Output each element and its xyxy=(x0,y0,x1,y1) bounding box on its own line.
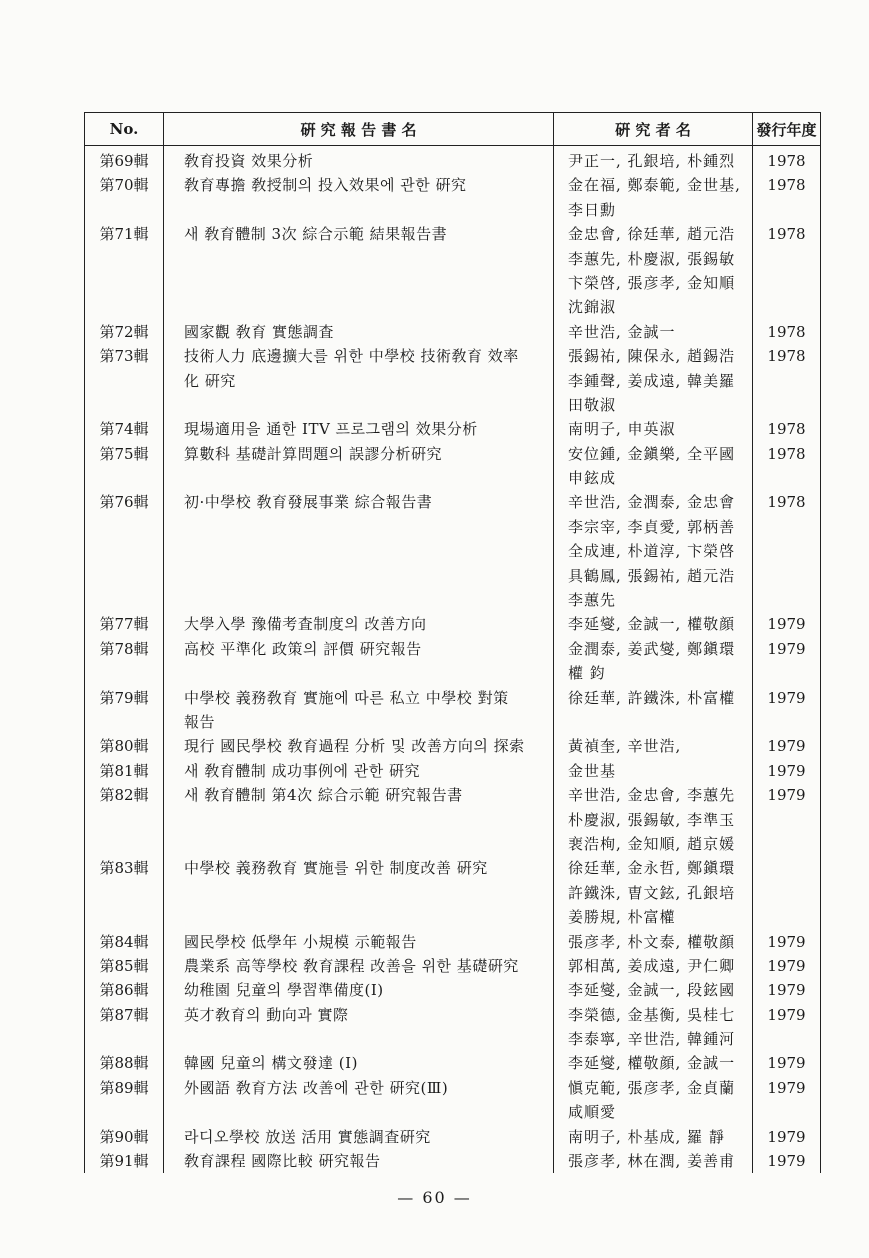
report-title-line: 敎育專擔 敎授制의 投入效果에 관한 硏究 xyxy=(184,176,467,195)
researchers-line: 李延燮, 金誠一, 權敬顔 xyxy=(568,615,736,634)
researchers-line: 裵浩栒, 金知順, 趙京媛 xyxy=(568,834,736,853)
publication-year-cell xyxy=(753,146,821,174)
publication-year: 1979 xyxy=(767,615,806,634)
report-title-line: 技術人力 底邊擴大를 위한 中學校 技術敎育 效率 xyxy=(184,347,519,366)
report-title-cell xyxy=(164,686,554,735)
publication-year-cell xyxy=(753,612,821,636)
researchers-line: 黃禎奎, 辛世浩, xyxy=(568,737,682,756)
researchers-cell xyxy=(554,1076,753,1125)
publication-year: 1979 xyxy=(767,761,806,780)
table-row xyxy=(85,1125,821,1149)
report-title-cell xyxy=(164,930,554,954)
researchers-cell xyxy=(554,612,753,636)
report-number: 第86輯 xyxy=(99,981,149,1000)
researchers-line: 李蕙先 xyxy=(568,591,617,610)
table-row xyxy=(85,146,821,174)
publication-year-cell xyxy=(753,930,821,954)
report-number: 第78輯 xyxy=(99,639,149,658)
report-number-cell xyxy=(85,783,164,856)
researchers-cell xyxy=(554,1051,753,1075)
researchers-cell xyxy=(554,930,753,954)
report-number: 第71輯 xyxy=(99,225,149,244)
researchers-line: 李日勳 xyxy=(568,200,617,219)
report-title-line: 幼稚園 兒童의 學習準備度(Ⅰ) xyxy=(184,981,384,1000)
report-number: 第69輯 xyxy=(99,152,149,170)
report-number-cell xyxy=(85,686,164,735)
publication-year-cell xyxy=(753,442,821,491)
report-title-line: 現行 國民學校 敎育過程 分析 및 改善方向의 探索 xyxy=(184,737,525,756)
report-title-cell xyxy=(164,1149,554,1173)
table-row xyxy=(85,856,821,929)
table-row xyxy=(85,637,821,686)
publication-year-cell xyxy=(753,759,821,783)
report-number: 第75輯 xyxy=(99,444,149,463)
table-row xyxy=(85,783,821,856)
report-title-cell xyxy=(164,954,554,978)
publication-year-cell xyxy=(753,173,821,222)
report-title-line: 化 硏究 xyxy=(184,371,236,390)
publication-year: 1979 xyxy=(767,981,806,1000)
researchers-cell xyxy=(554,954,753,978)
report-title-cell xyxy=(164,1125,554,1149)
report-number: 第89輯 xyxy=(99,1078,149,1097)
researchers-line: 申鉉成 xyxy=(568,469,617,488)
researchers-line: 愼克範, 張彦孝, 金貞蘭 xyxy=(568,1078,736,1097)
report-title-line: 國家觀 敎育 實態調査 xyxy=(184,322,335,341)
researchers-line: 南明子, 朴基成, 羅 靜 xyxy=(568,1127,725,1146)
report-title-line: 現場適用을 通한 ITV 프로그램의 效果分析 xyxy=(184,420,478,439)
researchers-line: 李蕙先, 朴慶淑, 張錫敏 xyxy=(568,249,736,268)
report-title-line: 라디오學校 放送 活用 實態調査硏究 xyxy=(184,1127,431,1146)
report-number: 第72輯 xyxy=(99,322,149,341)
publication-year: 1979 xyxy=(767,786,806,805)
page-number: — 60 — xyxy=(397,1188,472,1207)
researchers-line: 朴慶淑, 張錫敏, 李準玉 xyxy=(568,810,736,829)
researchers-line: 許鐵洙, 曺文鉉, 孔銀培 xyxy=(568,883,736,902)
publication-year-cell xyxy=(753,320,821,344)
header-no: No. xyxy=(85,113,164,146)
publication-year: 1978 xyxy=(767,493,806,512)
publication-year: 1978 xyxy=(767,420,806,439)
report-number-cell xyxy=(85,978,164,1002)
researchers-line: 安位鍾, 金鎭樂, 全平國 xyxy=(568,444,736,463)
table-row xyxy=(85,612,821,636)
table-row xyxy=(85,734,821,758)
table-row xyxy=(85,222,821,320)
table-row xyxy=(85,442,821,491)
report-number: 第77輯 xyxy=(99,615,149,634)
researchers-line: 李鍾聲, 姜成遠, 韓美羅 xyxy=(568,371,736,390)
publication-year-cell xyxy=(753,1051,821,1075)
publication-year: 1978 xyxy=(767,152,806,170)
report-title-line: 國民學校 低學年 小規模 示範報告 xyxy=(184,932,417,951)
table-row xyxy=(85,320,821,344)
researchers-line: 郭相萬, 姜成遠, 尹仁卿 xyxy=(568,956,736,975)
table-row xyxy=(85,978,821,1002)
publication-year: 1978 xyxy=(767,347,806,366)
header-report-title: 硏 究 報 告 書 名 xyxy=(164,113,554,146)
publication-year-cell xyxy=(753,490,821,612)
report-title-cell xyxy=(164,222,554,320)
report-number: 第82輯 xyxy=(99,786,149,805)
report-number-cell xyxy=(85,417,164,441)
report-number-cell xyxy=(85,442,164,491)
publication-year-cell xyxy=(753,1125,821,1149)
report-title-cell xyxy=(164,612,554,636)
publication-year-cell xyxy=(753,734,821,758)
report-number-cell xyxy=(85,1076,164,1125)
report-number-cell xyxy=(85,759,164,783)
researchers-line: 具鶴鳳, 張錫祐, 趙元浩 xyxy=(568,566,736,585)
report-number-cell xyxy=(85,490,164,612)
report-title-cell xyxy=(164,856,554,929)
researchers-line: 咸順愛 xyxy=(568,1103,617,1122)
report-title-cell xyxy=(164,783,554,856)
report-number: 第90輯 xyxy=(99,1127,149,1146)
report-number: 第91輯 xyxy=(99,1152,149,1171)
table-row xyxy=(85,417,821,441)
report-number-cell xyxy=(85,344,164,417)
table-row xyxy=(85,686,821,735)
publication-year-cell xyxy=(753,637,821,686)
table-row xyxy=(85,173,821,222)
report-title-line: 農業系 高等學校 敎育課程 改善을 위한 基礎硏究 xyxy=(184,956,519,975)
publication-year: 1978 xyxy=(767,322,806,341)
researchers-line: 辛世浩, 金潤泰, 金忠會 xyxy=(568,493,736,512)
researchers-line: 金忠會, 徐廷華, 趙元浩 xyxy=(568,225,736,244)
table-row xyxy=(85,490,821,612)
researchers-line: 李宗宰, 李貞愛, 郭柄善 xyxy=(568,517,736,536)
researchers-cell xyxy=(554,173,753,222)
researchers-line: 金在福, 鄭泰範, 金世基, xyxy=(568,176,741,195)
header-publication-year: 發行年度 xyxy=(753,113,821,146)
publication-year: 1979 xyxy=(767,1078,806,1097)
researchers-line: 張彦孝, 林在潤, 姜善甫 xyxy=(568,1152,736,1171)
publication-year: 1979 xyxy=(767,1152,806,1171)
report-number-cell xyxy=(85,1125,164,1149)
report-title-cell xyxy=(164,146,554,174)
publication-year: 1979 xyxy=(767,1054,806,1073)
publication-year-cell xyxy=(753,222,821,320)
researchers-cell xyxy=(554,222,753,320)
researchers-line: 田敬淑 xyxy=(568,395,617,414)
researchers-line: 辛世浩, 金忠會, 李蕙先 xyxy=(568,786,736,805)
report-title-cell xyxy=(164,1076,554,1125)
publication-year-cell xyxy=(753,1076,821,1125)
report-number-cell xyxy=(85,173,164,222)
report-number-cell xyxy=(85,1051,164,1075)
researchers-line: 金潤泰, 姜武燮, 鄭鎭環 xyxy=(568,639,736,658)
researchers-cell xyxy=(554,686,753,735)
report-title-line: 大學入學 豫備考査制度의 改善方向 xyxy=(184,615,427,634)
researchers-cell xyxy=(554,759,753,783)
table-row xyxy=(85,344,821,417)
publication-year xyxy=(753,856,820,880)
report-number-cell xyxy=(85,856,164,929)
report-number: 第73輯 xyxy=(99,347,149,366)
report-number-cell xyxy=(85,612,164,636)
report-number: 第81輯 xyxy=(99,761,149,780)
report-title-line: 初·中學校 敎育發展事業 綜合報告書 xyxy=(184,493,433,512)
researchers-line: 尹正一, 孔銀培, 朴鍾烈 xyxy=(568,152,736,170)
report-number: 第85輯 xyxy=(99,956,149,975)
table-row xyxy=(85,954,821,978)
report-number: 第74輯 xyxy=(99,420,149,439)
report-number: 第84輯 xyxy=(99,932,149,951)
report-title-cell xyxy=(164,978,554,1002)
publication-year-cell xyxy=(753,417,821,441)
report-number-cell xyxy=(85,320,164,344)
report-title-cell xyxy=(164,417,554,441)
researchers-cell xyxy=(554,1125,753,1149)
researchers-cell xyxy=(554,344,753,417)
report-number-cell xyxy=(85,1149,164,1173)
report-title-line: 韓國 兒童의 構文發達 (Ⅰ) xyxy=(184,1054,358,1073)
researchers-line: 李泰寧, 辛世浩, 韓鍾河 xyxy=(568,1030,736,1049)
publication-year: 1979 xyxy=(767,1005,806,1024)
report-title-line: 高校 平準化 政策의 評價 硏究報告 xyxy=(184,639,422,658)
researchers-cell xyxy=(554,146,753,174)
table-row xyxy=(85,1051,821,1075)
researchers-cell xyxy=(554,1003,753,1052)
report-number: 第76輯 xyxy=(99,493,149,512)
researchers-line: 張錫祐, 陳保永, 趙錫浩 xyxy=(568,347,736,366)
report-title-cell xyxy=(164,1003,554,1052)
report-title-cell xyxy=(164,734,554,758)
report-title-cell xyxy=(164,759,554,783)
publication-year-cell xyxy=(753,954,821,978)
report-title-cell xyxy=(164,490,554,612)
researchers-line: 全成連, 朴道淳, 卞榮啓 xyxy=(568,542,736,561)
publication-year-cell xyxy=(753,1003,821,1052)
report-title-line: 報告 xyxy=(184,712,216,731)
publication-year-cell xyxy=(753,686,821,735)
publication-year-cell xyxy=(753,344,821,417)
report-number-cell xyxy=(85,222,164,320)
publication-year: 1979 xyxy=(767,932,806,951)
report-number-cell xyxy=(85,146,164,174)
researchers-line: 張彦孝, 朴文泰, 權敬顔 xyxy=(568,932,736,951)
report-title-line: 새 敎育體制 成功事例에 관한 硏究 xyxy=(184,761,421,780)
publication-year: 1978 xyxy=(767,225,806,244)
researchers-cell xyxy=(554,637,753,686)
header-researchers: 硏 究 者 名 xyxy=(554,113,753,146)
table-row xyxy=(85,1076,821,1125)
researchers-cell xyxy=(554,442,753,491)
publication-year-cell xyxy=(753,978,821,1002)
report-title-cell xyxy=(164,1051,554,1075)
table-row xyxy=(85,1149,821,1173)
report-title-line: 새 敎育體制 第4次 綜合示範 硏究報告書 xyxy=(184,786,463,805)
publication-year: 1979 xyxy=(767,737,806,756)
publication-year: 1979 xyxy=(767,956,806,975)
report-number-cell xyxy=(85,930,164,954)
report-number: 第87輯 xyxy=(99,1005,149,1024)
publication-year-cell xyxy=(753,856,821,929)
researchers-cell xyxy=(554,1149,753,1173)
researchers-cell xyxy=(554,734,753,758)
researchers-line: 李榮德, 金基衡, 吳桂七 xyxy=(568,1005,736,1024)
report-title-cell xyxy=(164,344,554,417)
report-number-cell xyxy=(85,637,164,686)
publication-year: 1978 xyxy=(767,444,806,463)
report-title-cell xyxy=(164,320,554,344)
report-number-cell xyxy=(85,1003,164,1052)
publication-year: 1979 xyxy=(767,688,806,707)
table-header xyxy=(85,113,821,146)
researchers-line: 南明子, 申英淑 xyxy=(568,420,676,439)
report-title-cell xyxy=(164,442,554,491)
researchers-cell xyxy=(554,783,753,856)
report-title-line: 敎育課程 國際比較 硏究報告 xyxy=(184,1152,381,1171)
report-title-line: 英才敎育의 動向과 實際 xyxy=(184,1005,349,1024)
researchers-line: 徐廷華, 金永哲, 鄭鎭環 xyxy=(568,859,736,878)
report-number: 第83輯 xyxy=(99,859,149,878)
report-title-line: 敎育投資 效果分析 xyxy=(184,152,314,170)
report-title-line: 中學校 義務敎育 實施에 따른 私立 中學校 對策 xyxy=(184,688,509,707)
header-row xyxy=(85,113,821,146)
researchers-line: 沈錦淑 xyxy=(568,298,617,317)
report-title-cell xyxy=(164,173,554,222)
researchers-cell xyxy=(554,417,753,441)
researchers-line: 金世基 xyxy=(568,761,617,780)
report-number: 第88輯 xyxy=(99,1054,149,1073)
publication-year-cell xyxy=(753,783,821,856)
report-title-line: 算數科 基礎計算問題의 誤謬分析硏究 xyxy=(184,444,443,463)
researchers-line: 辛世浩, 金誠一 xyxy=(568,322,676,341)
researchers-cell xyxy=(554,856,753,929)
report-title-line: 中學校 義務敎育 實施를 위한 制度改善 硏究 xyxy=(184,859,488,878)
report-number: 第79輯 xyxy=(99,688,149,707)
report-number: 第70輯 xyxy=(99,176,149,195)
report-title-cell xyxy=(164,637,554,686)
publication-year-cell xyxy=(753,1149,821,1173)
researchers-cell xyxy=(554,490,753,612)
researchers-line: 徐廷華, 許鐵洙, 朴富權 xyxy=(568,688,736,707)
researchers-line: 李延燮, 金誠一, 段鉉國 xyxy=(568,981,736,1000)
publication-year: 1979 xyxy=(767,639,806,658)
table-body xyxy=(85,146,821,1174)
table-row xyxy=(85,759,821,783)
report-title-line: 새 敎育體制 3次 綜合示範 結果報告書 xyxy=(184,225,448,244)
table-row xyxy=(85,1003,821,1052)
researchers-line: 卞榮啓, 張彦孝, 金知順 xyxy=(568,273,736,292)
report-number-cell xyxy=(85,954,164,978)
researchers-line: 權 鈞 xyxy=(568,664,606,683)
researchers-cell xyxy=(554,978,753,1002)
report-number: 第80輯 xyxy=(99,737,149,756)
report-number-cell xyxy=(85,734,164,758)
publication-year: 1979 xyxy=(767,1127,806,1146)
researchers-cell xyxy=(554,320,753,344)
report-title-line: 外國語 敎育方法 改善에 관한 硏究(Ⅲ) xyxy=(184,1078,449,1097)
researchers-line: 姜勝規, 朴富權 xyxy=(568,908,676,927)
table-row xyxy=(85,930,821,954)
publication-year: 1978 xyxy=(767,176,806,195)
researchers-line: 李延燮, 權敬顔, 金誠一 xyxy=(568,1054,736,1073)
report-list-table xyxy=(84,112,821,1173)
